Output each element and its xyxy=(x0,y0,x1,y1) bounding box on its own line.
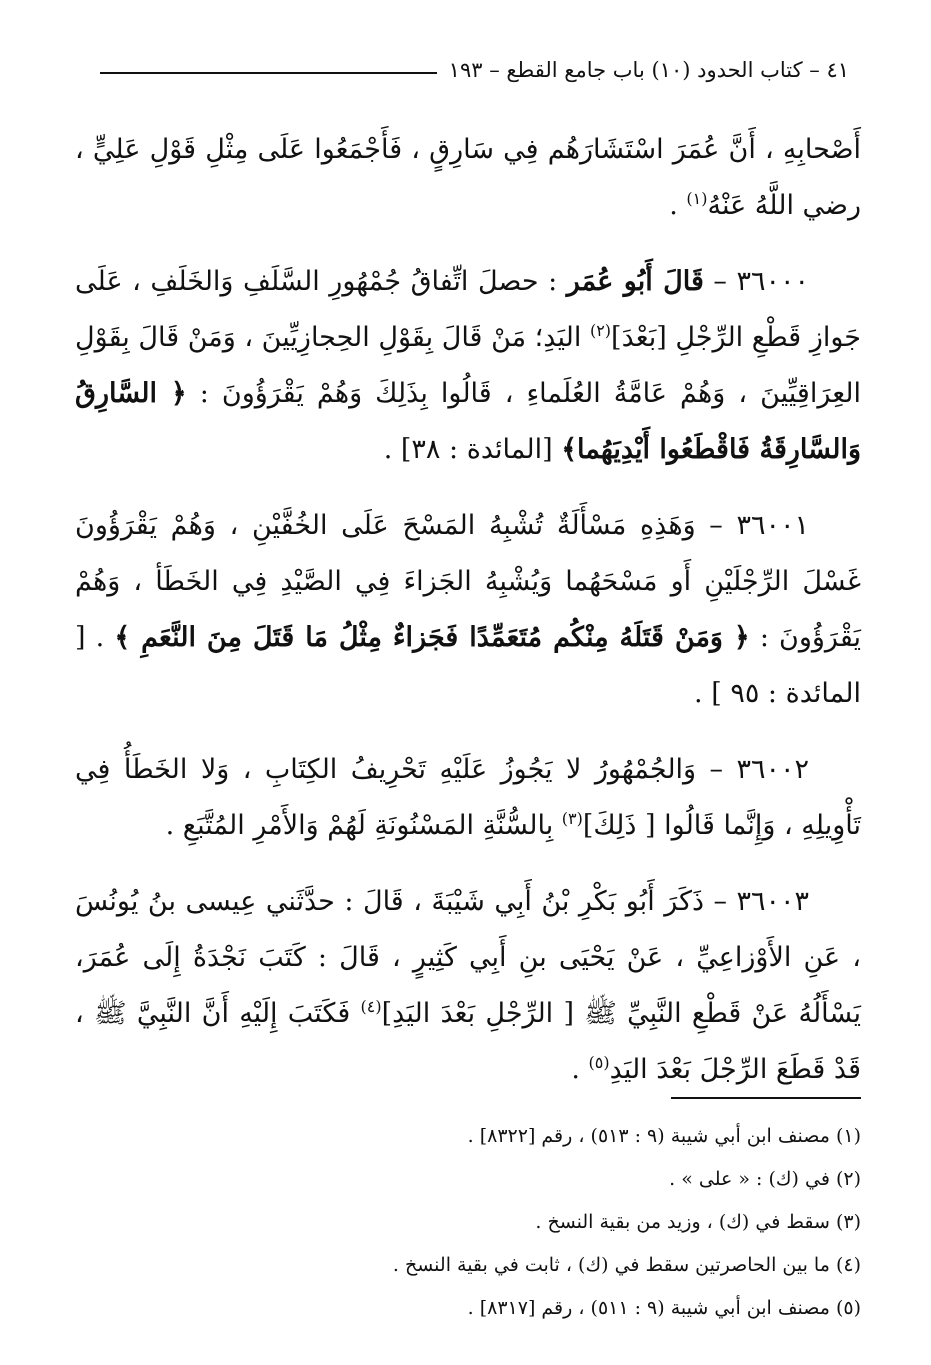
header-title: ٤١ – كتاب الحدود (١٠) باب جامع القطع – ١٩٣ xyxy=(448,58,849,82)
text-run: ٣٦٠٠١ – وَهَذِهِ مَسْأَلَةٌ تُشْبِهُ المَسْحَ عَلَى الخُفَّيْنِ ، وَهُمْ يَقْرَؤُونَ غَسْلَ الرِّجْلَيْنِ أَو مَسْحَهُما وَيُشْبِهُ الجَزاءَ فِي الصَّيْدِ فِي الخَطَأ ، وَهُمْ يَقْرَؤُونَ : xyxy=(75,510,861,653)
text-run: . xyxy=(669,190,687,221)
text-run: ٣٦٠٠٢ – وَالجُمْهُورُ لا يَجُوزُ عَلَيْهِ تَحْرِيفُ الكِتَابِ ، وَلا الخَطَأُ فِي تَأْوِيلِهِ ، وَإِنَّما قَالُوا [ ذَلِكَ] xyxy=(75,754,861,841)
footnote: (٢) في (ك) : « على » . xyxy=(669,1168,861,1190)
text-run: . [ المائدة : ٩٥ ] . xyxy=(75,622,861,709)
footnote-ref: (٥) xyxy=(588,1053,610,1072)
footnotes xyxy=(75,1115,861,1330)
paragraph xyxy=(75,874,861,1098)
paragraph xyxy=(75,742,861,854)
text-run: . xyxy=(571,1054,589,1085)
text-run: اليَدِ؛ مَنْ قَالَ بِقَوْلِ الحِجازِيِّينَ ، وَمَنْ قَالَ بِقَوْلِ العِرَاقِيِّينَ ، وَهُمْ عَامَّةُ العُلَماءِ ، قَالُوا بِذَلِكَ وَهُمْ يَقْرَؤُونَ : xyxy=(75,322,861,409)
text-run: [المائدة : ٣٨] . xyxy=(383,434,562,465)
text-run: ٣٦٠٠٣ – ذَكَرَ أَبُو بَكْرِ بْنُ أَبِي شَيْبَةَ ، قَالَ : حدَّثَني عِيسى بنُ يُونُسَ ، عَنِ الأَوْزاعِيِّ ، عَنْ يَحْيَى بنِ أَبِي كَثِيرٍ ، قَالَ : كَتَبَ نَجْدَةُ إِلَى عُمَرَ، يَسْأَلُهُ عَنْ قَطْعِ النَّبِيِّ ﷺ [ الرِّجْلِ بَعْدَ اليَدِ] xyxy=(75,886,861,1029)
paragraph xyxy=(75,498,861,722)
quran-quote: ﴿ السَّارِقُ وَالسَّارِقَةُ فَاقْطَعُوا أَيْدِيَهُما﴾ xyxy=(75,378,861,465)
footnote-divider xyxy=(671,1097,861,1099)
text-run: أَصْحابِهِ ، أَنَّ عُمَرَ اسْتَشَارَهُم فِي سَارِقٍ ، فَأَجْمَعُوا عَلَى مِثْلِ قَوْلِ عَلِيٍّ ، رضي اللَّهُ عَنْهُ xyxy=(75,134,862,221)
footnote-ref: (٣) xyxy=(561,809,583,828)
text-run: : حصلَ اتِّفاقُ جُمْهُورِ السَّلَفِ وَالخَلَفِ ، عَلَى جَوازِ قَطْعِ الرِّجْلِ [بَعْدَ] xyxy=(75,266,862,353)
text-run: بِالسُّنَّةِ المَسْنُونَةِ لَهُمْ وَالأَمْرِ المُتَّبَعِ . xyxy=(165,810,562,841)
quran-quote: ﴿ وَمَنْ قَتَلَهُ مِنْكُم مُتَعَمِّدًا فَجَزاءٌ مِثْلُ مَا قَتَلَ مِنَ النَّعَمِ ﴾ xyxy=(114,622,750,653)
footnote-ref: (٤) xyxy=(360,997,382,1016)
footnote: (١) مصنف ابن أبي شيبة (٩ : ٥١٣) ، رقم [٨٣٢٢] . xyxy=(467,1125,861,1147)
footnote: (٣) سقط في (ك) ، وزيد من بقية النسخ . xyxy=(535,1211,861,1233)
text-run: فَكَتَبَ إِلَيْهِ أَنَّ النَّبِيَّ ﷺ ، قَدْ قَطَعَ الرِّجْلَ بَعْدَ اليَدِ xyxy=(75,998,861,1085)
footnote-ref: (١) xyxy=(686,189,708,208)
header-rule xyxy=(100,72,437,74)
text-run: ٣٦٠٠٠ – xyxy=(703,266,809,297)
paragraph xyxy=(75,122,861,234)
footnote: (٤) ما بين الحاصرتين سقط في (ك) ، ثابت في بقية النسخ . xyxy=(392,1254,861,1276)
main-text xyxy=(75,122,861,1118)
running-header xyxy=(100,50,849,90)
footnote-ref: (٢) xyxy=(589,321,612,340)
paragraph xyxy=(75,254,861,478)
speaker-name: قَالَ أَبُو عُمَر xyxy=(566,266,704,297)
footnote: (٥) مصنف ابن أبي شيبة (٩ : ٥١١) ، رقم [٨٣١٧] . xyxy=(467,1297,861,1319)
